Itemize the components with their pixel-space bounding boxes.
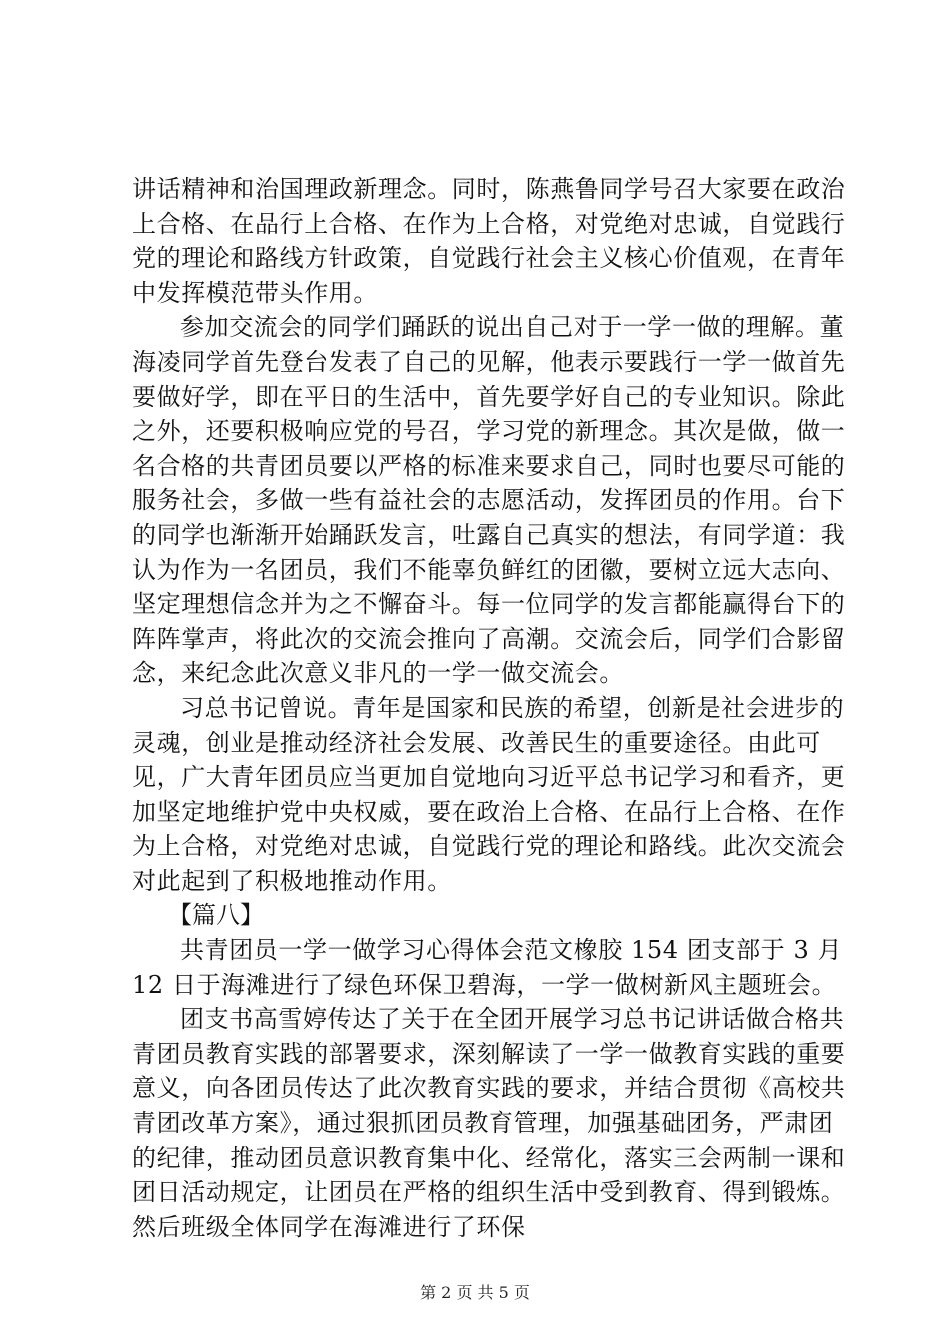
section-heading: 【篇八】 bbox=[168, 901, 264, 930]
paragraph-5: 团支书高雪婷传达了关于在全团开展学习总书记讲话做合格共青团员教育实践的部署要求，深刻解读了一学一做教育实践的重要意义，向各团员传达了此次教育实践的要求，并结合贯彻《高校共青团改革方案》，通过狠抓团员教育管理，加强基础团务，严肃团的纪律，推动团员意识教育集中化、经常化，落实三会两制一课和团日活动规定，让团员在严格的组织生活中受到教育、得到锻炼。然后班级全体同学在海滩进行了环保 bbox=[132, 1005, 846, 1241]
document-body bbox=[132, 172, 852, 1244]
page-number-label: 第 2 页 共 5 页 bbox=[420, 1283, 530, 1302]
paragraph-4: 共青团员一学一做学习心得体会范文橡胶 154 团支部于 3 月 12 日于海滩进行了绿色环保卫碧海，一学一做树新风主题班会。 bbox=[132, 936, 843, 999]
paragraph-1: 讲话精神和治国理政新理念。同时，陈燕鲁同学号召大家要在政治上合格、在品行上合格、在作为上合格，对党绝对忠诚，自觉践行党的理论和路线方针政策，自觉践行社会主义核心价值观，在青年中发挥模范带头作用。 bbox=[132, 175, 846, 307]
paragraph-3: 习总书记曾说。青年是国家和民族的希望，创新是社会进步的灵魂，创业是推动经济社会发展、改善民生的重要途径。由此可见，广大青年团员应当更加自觉地向习近平总书记学习和看齐，更加坚定地维护党中央权威，要在政治上合格、在品行上合格、在作为上合格，对党绝对忠诚，自觉践行党的理论和路线。此次交流会对此起到了积极地推动作用。 bbox=[132, 693, 846, 895]
page-footer bbox=[0, 1283, 950, 1303]
paragraph-2: 参加交流会的同学们踊跃的说出自己对于一学一做的理解。董海凌同学首先登台发表了自己的见解，他表示要践行一学一做首先要做好学，即在平日的生活中，首先要学好自己的专业知识。除此之外，还要积极响应党的号召，学习党的新理念。其次是做，做一名合格的共青团员要以严格的标准来要求自己，同时也要尽可能的服务社会，多做一些有益社会的志愿活动，发挥团员的作用。台下的同学也渐渐开始踊跃发言，吐露自己真实的想法，有同学道：我认为作为一名团员，我们不能辜负鲜红的团徽，要树立远大志向、坚定理想信念并为之不懈奋斗。每一位同学的发言都能赢得台下的阵阵掌声，将此次的交流会推向了高潮。交流会后，同学们合影留念，来纪念此次意义非凡的一学一做交流会。 bbox=[132, 313, 846, 688]
